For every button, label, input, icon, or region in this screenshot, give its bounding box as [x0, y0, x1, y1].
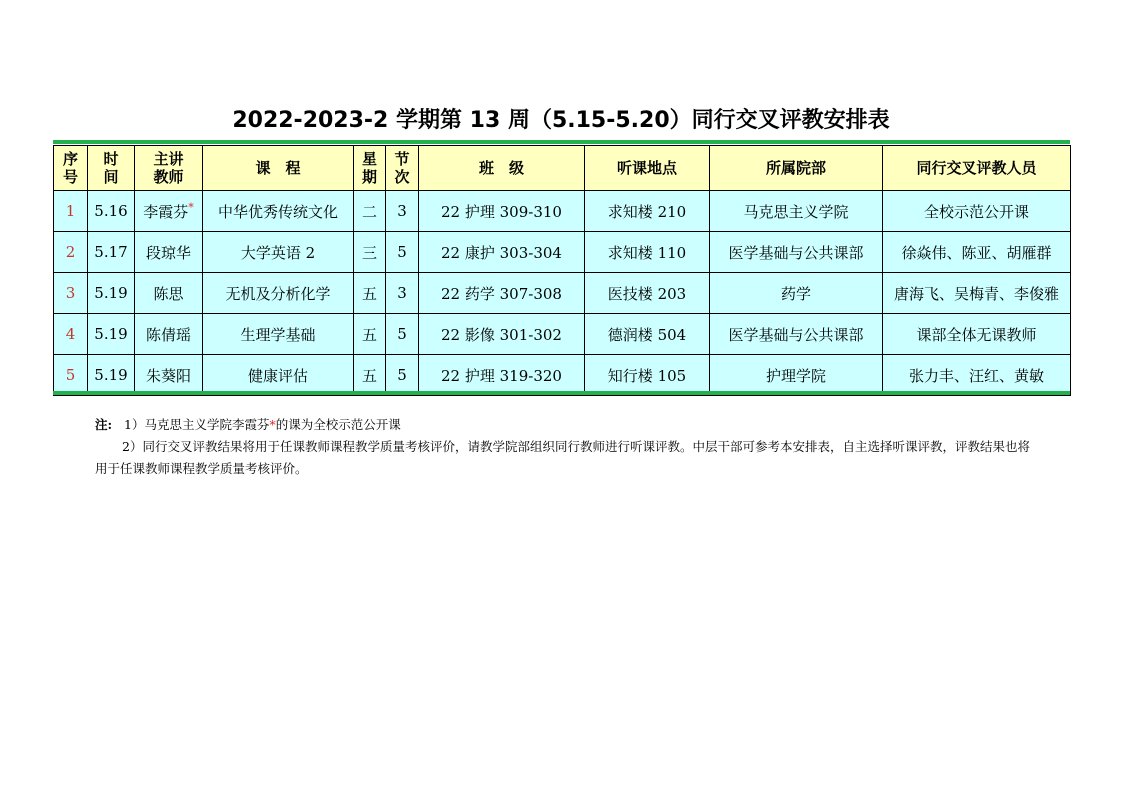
- row-reviewers: 张力丰、汪红、黄敏: [883, 355, 1071, 396]
- top-green-rule: [53, 140, 1070, 144]
- row-index: 3: [54, 273, 88, 314]
- row-course: 无机及分析化学: [203, 273, 354, 314]
- row-date: 5.19: [88, 355, 135, 396]
- row-period: 5: [386, 355, 419, 396]
- header-location: 听课地点: [585, 146, 710, 191]
- page-title: 2022-2023-2 学期第 13 周（5.15-5.20）同行交叉评教安排表: [232, 108, 890, 133]
- note-1: 注: 1）马克思主义学院李霞芬*的课为全校示范公开课: [95, 417, 401, 432]
- row-date: 5.19: [88, 273, 135, 314]
- table-row: [54, 314, 1071, 355]
- row-course: 大学英语 2: [203, 232, 354, 273]
- row-teacher: 段琼华: [135, 232, 203, 273]
- row-reviewers: 唐海飞、吴梅青、李俊雅: [883, 273, 1071, 314]
- header-reviewers: 同行交叉评教人员: [883, 146, 1071, 191]
- row-college: 马克思主义学院: [710, 191, 883, 232]
- row-date: 5.19: [88, 314, 135, 355]
- row-index: 2: [54, 232, 88, 273]
- row-weekday: 五: [354, 273, 386, 314]
- row-location: 求知楼 110: [585, 232, 710, 273]
- row-location: 求知楼 210: [585, 191, 710, 232]
- row-weekday: 五: [354, 314, 386, 355]
- header-teacher: 主讲 教师: [135, 146, 203, 191]
- row-period: 5: [386, 314, 419, 355]
- table-row: [54, 355, 1071, 396]
- row-class: 22 影像 301-302: [419, 314, 585, 355]
- row-reviewers: 徐焱伟、陈亚、胡雁群: [883, 232, 1071, 273]
- row-index: 4: [54, 314, 88, 355]
- header-index: 序 号: [54, 146, 88, 191]
- teacher-name: 李霞芬: [143, 202, 189, 221]
- row-course: 生理学基础: [203, 314, 354, 355]
- row-reviewers: 课部全体无课教师: [883, 314, 1071, 355]
- row-class: 22 药学 307-308: [419, 273, 585, 314]
- demo-class-mark: *: [188, 200, 194, 214]
- header-period: 节 次: [386, 146, 419, 191]
- schedule-table: [53, 145, 1071, 396]
- row-teacher: 陈思: [135, 273, 203, 314]
- row-weekday: 三: [354, 232, 386, 273]
- header-weekday: 星 期: [354, 146, 386, 191]
- table-row: [54, 273, 1071, 314]
- row-teacher: [135, 191, 203, 232]
- table-row: [54, 191, 1071, 232]
- row-college: 医学基础与公共课部: [710, 314, 883, 355]
- demo-class-mark: *: [269, 417, 276, 432]
- row-class: 22 护理 309-310: [419, 191, 585, 232]
- row-weekday: 二: [354, 191, 386, 232]
- note-2: 2）同行交叉评教结果将用于任课教师课程教学质量考核评价，请教学院部组织同行教师进行听课评教。中层干部可参考本安排表，自主选择听课评教，评教结果也将用于任课教师课程教学质量考核评价。: [95, 439, 1030, 476]
- row-date: 5.16: [88, 191, 135, 232]
- row-college: 药学: [710, 273, 883, 314]
- header-college: 所属院部: [710, 146, 883, 191]
- row-course: 中华优秀传统文化: [203, 191, 354, 232]
- row-location: 医技楼 203: [585, 273, 710, 314]
- row-location: 知行楼 105: [585, 355, 710, 396]
- header-class: 班 级: [419, 146, 585, 191]
- row-class: 22 护理 319-320: [419, 355, 585, 396]
- row-date: 5.17: [88, 232, 135, 273]
- row-teacher: 陈倩瑶: [135, 314, 203, 355]
- row-class: 22 康护 303-304: [419, 232, 585, 273]
- row-period: 3: [386, 191, 419, 232]
- notes-label: 注:: [95, 417, 113, 432]
- row-location: 德润楼 504: [585, 314, 710, 355]
- notes-section: [95, 414, 1040, 480]
- row-college: 护理学院: [710, 355, 883, 396]
- table-row: [54, 232, 1071, 273]
- bottom-green-rule: [53, 391, 1070, 395]
- row-index: 5: [54, 355, 88, 396]
- row-college: 医学基础与公共课部: [710, 232, 883, 273]
- header-time: 时 间: [88, 146, 135, 191]
- row-weekday: 五: [354, 355, 386, 396]
- header-course: 课 程: [203, 146, 354, 191]
- row-course: 健康评估: [203, 355, 354, 396]
- row-index: 1: [54, 191, 88, 232]
- row-teacher: 朱葵阳: [135, 355, 203, 396]
- row-reviewers: 全校示范公开课: [883, 191, 1071, 232]
- row-period: 5: [386, 232, 419, 273]
- row-period: 3: [386, 273, 419, 314]
- header-row: [54, 146, 1071, 191]
